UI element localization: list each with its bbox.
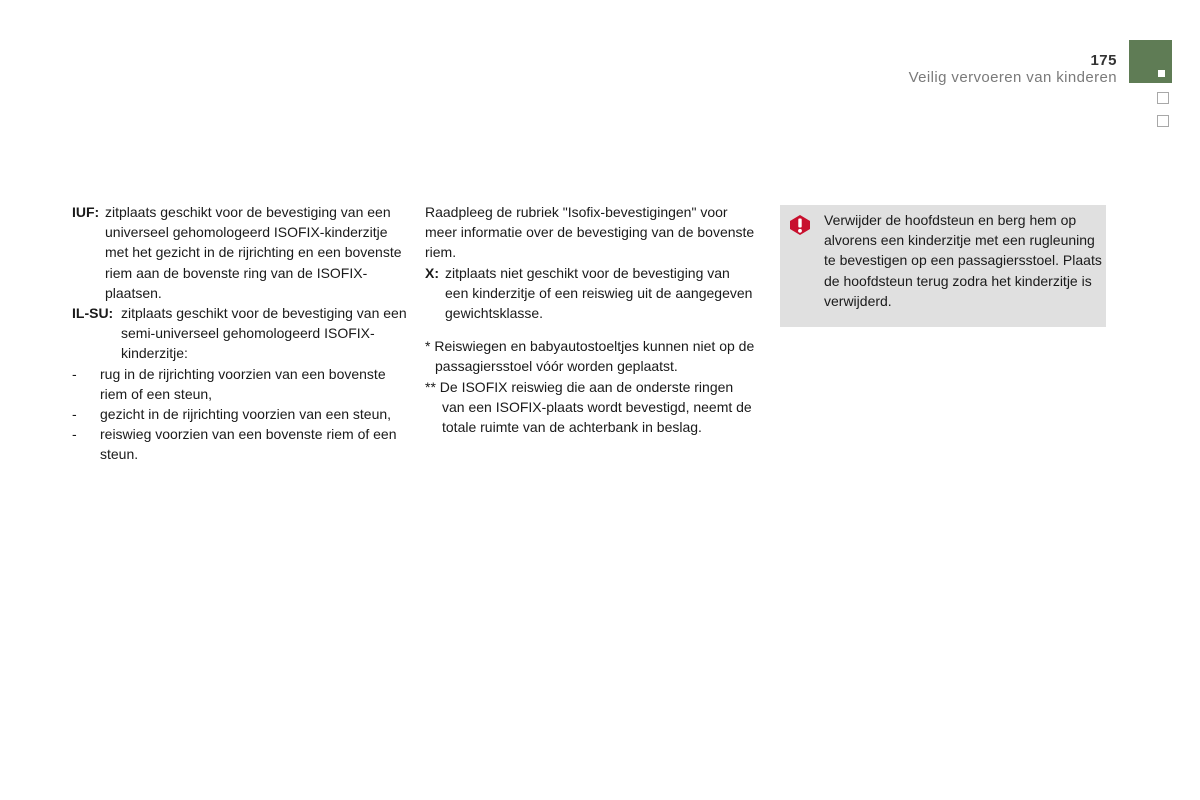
page-square[interactable]: [1157, 115, 1169, 127]
column-middle: [425, 202, 755, 437]
list-item: [72, 364, 407, 404]
list-dash: -: [72, 406, 77, 423]
footnotes: [425, 336, 755, 437]
seat-type-list: [72, 364, 407, 465]
definition-text: zitplaats niet geschikt voor de bevestiging van een kinderzitje of een reiswieg uit de aangegeven gewichtsklasse.: [445, 264, 753, 322]
definition-ilsu: [72, 303, 407, 364]
term-x: X:: [425, 264, 439, 281]
footnote: * Reiswiegen en babyautostoeltjes kunnen niet op de passagiersstoel vóór worden geplaatst.: [425, 338, 755, 375]
exclamation-warning-icon: [789, 214, 811, 236]
intro-paragraph: Raadpleeg de rubriek "Isofix-bevestigingen" voor meer informatie over de bevestiging van de bovenste riem.: [425, 204, 755, 261]
active-page-square: [1158, 70, 1165, 77]
definition-iuf: [72, 202, 407, 303]
list-dash: -: [72, 365, 77, 382]
page-square[interactable]: [1157, 92, 1169, 104]
list-item: [72, 404, 407, 424]
term-ilsu: IL-SU:: [72, 305, 114, 322]
warning-box: [780, 205, 1106, 327]
list-item-text: rug in de rijrichting voorzien van een bovenste riem of een steun,: [100, 365, 386, 402]
list-item-text: reiswieg voorzien van een bovenste riem of een steun.: [100, 426, 397, 463]
definition-x: [425, 263, 755, 324]
list-item: [72, 424, 407, 464]
definition-text: zitplaats geschikt voor de bevestiging van een semi-universeel gehomologeerd ISOFIX-kinderzitje:: [121, 305, 407, 362]
chapter-tab[interactable]: [1129, 40, 1172, 83]
page-number: 175: [1090, 52, 1117, 69]
list-item-text: gezicht in de rijrichting voorzien van een steun,: [100, 406, 392, 423]
footnote: ** De ISOFIX reiswieg die aan de onderste ringen van een ISOFIX-plaats wordt bevestigd, neemt de totale ruimte van de achterbank in beslag.: [425, 378, 752, 436]
list-dash: -: [72, 426, 77, 443]
column-left: [72, 202, 407, 465]
warning-text: Verwijder de hoofdsteun en berg hem op alvorens een kinderzitje met een rugleuning te bevestigen op een passagiersstoel. Plaats de hoofdsteun terug zodra het kinderzitje is verwijderd.: [824, 212, 1102, 309]
section-title: Veilig vervoeren van kinderen: [908, 69, 1117, 86]
definition-text: zitplaats geschikt voor de bevestiging van een universeel gehomologeerd ISOFIX-kinderzitje met het gezicht in de rijrichting en een bovenste riem aan de bovenste ring van de ISOFIX-plaatsen.: [105, 204, 402, 301]
term-iuf: IUF:: [72, 204, 100, 220]
